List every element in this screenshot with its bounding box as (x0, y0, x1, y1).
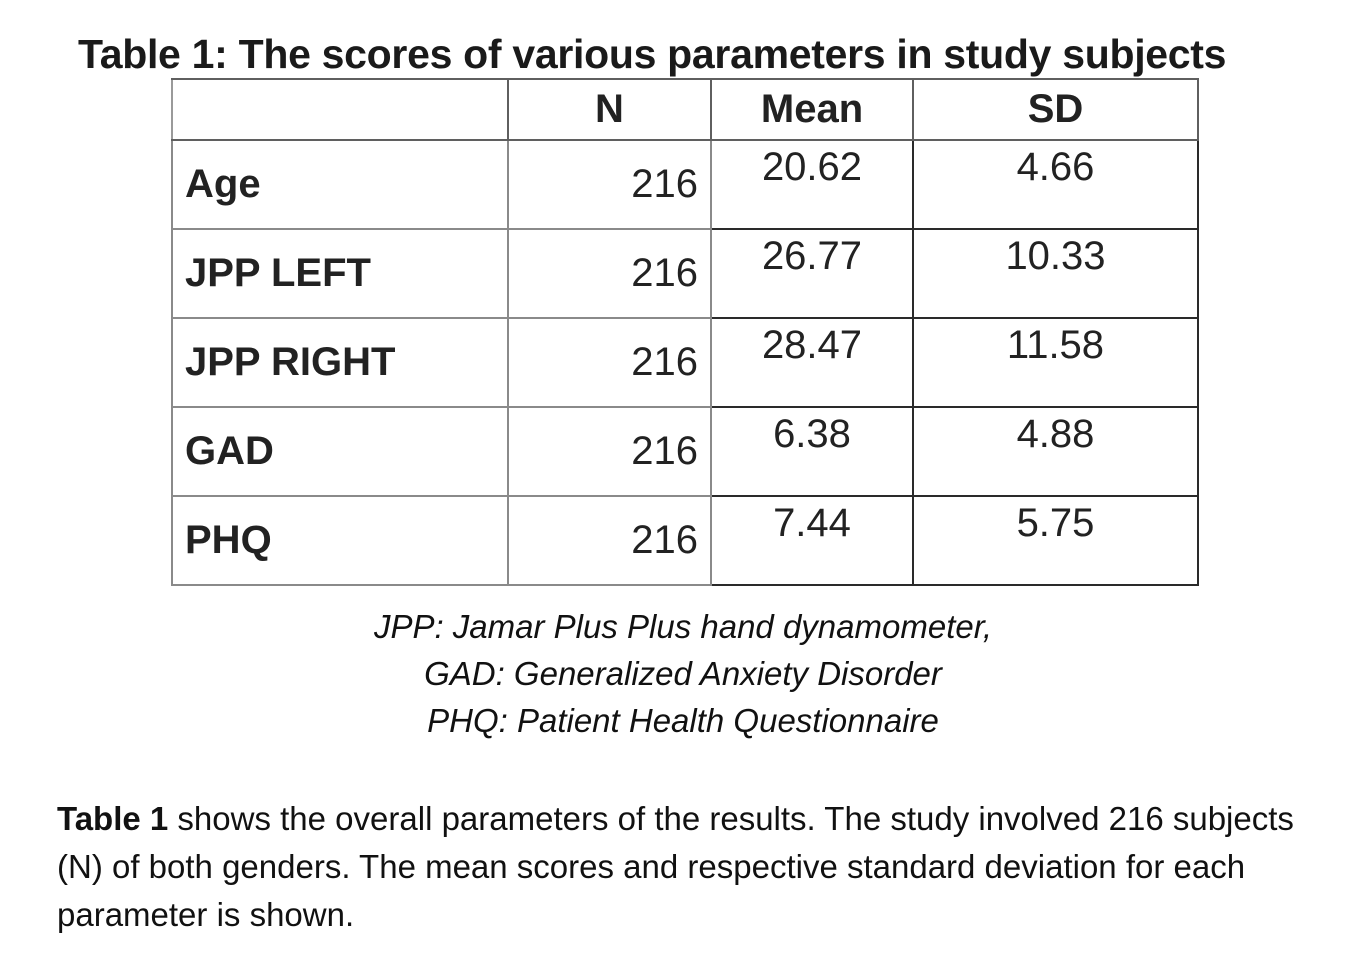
row-n: 216 (508, 407, 711, 496)
row-sd: 4.88 (913, 407, 1198, 496)
row-mean: 6.38 (711, 407, 913, 496)
table-row (172, 229, 1198, 318)
header-empty (172, 79, 508, 140)
row-sd: 5.75 (913, 496, 1198, 585)
scores-table (171, 78, 1199, 586)
table-header-row (172, 79, 1198, 140)
row-label: JPP RIGHT (172, 318, 508, 407)
row-sd: 11.58 (913, 318, 1198, 407)
row-mean: 7.44 (711, 496, 913, 585)
row-n: 216 (508, 496, 711, 585)
row-label: GAD (172, 407, 508, 496)
row-sd: 4.66 (913, 140, 1198, 229)
table-row (172, 496, 1198, 585)
row-label: Age (172, 140, 508, 229)
row-n: 216 (508, 229, 711, 318)
header-sd: SD (913, 79, 1198, 140)
row-sd: 10.33 (913, 229, 1198, 318)
table-row (172, 318, 1198, 407)
row-label: JPP LEFT (172, 229, 508, 318)
legend-line-jpp: JPP: Jamar Plus Plus hand dynamometer, (373, 608, 993, 645)
header-mean: Mean (711, 79, 913, 140)
table-row (172, 140, 1198, 229)
row-mean: 20.62 (711, 140, 913, 229)
table-row (172, 407, 1198, 496)
legend-line-phq: PHQ: Patient Health Questionnaire (427, 702, 939, 739)
row-n: 216 (508, 318, 711, 407)
row-mean: 26.77 (711, 229, 913, 318)
row-label: PHQ (172, 496, 508, 585)
row-mean: 28.47 (711, 318, 913, 407)
legend-line-gad: GAD: Generalized Anxiety Disorder (424, 655, 942, 692)
row-n: 216 (508, 140, 711, 229)
abbreviation-legend (0, 603, 1366, 744)
summary-bold-lead: Table 1 (57, 800, 169, 837)
header-n: N (508, 79, 711, 140)
summary-text: shows the overall parameters of the results. The study involved 216 subjects (N) of both genders. The mean scores and respective standard deviation for each parameter is shown. (57, 800, 1294, 933)
summary-paragraph (57, 795, 1317, 939)
table-title: Table 1: The scores of various parameters in study subjects (78, 31, 1227, 77)
